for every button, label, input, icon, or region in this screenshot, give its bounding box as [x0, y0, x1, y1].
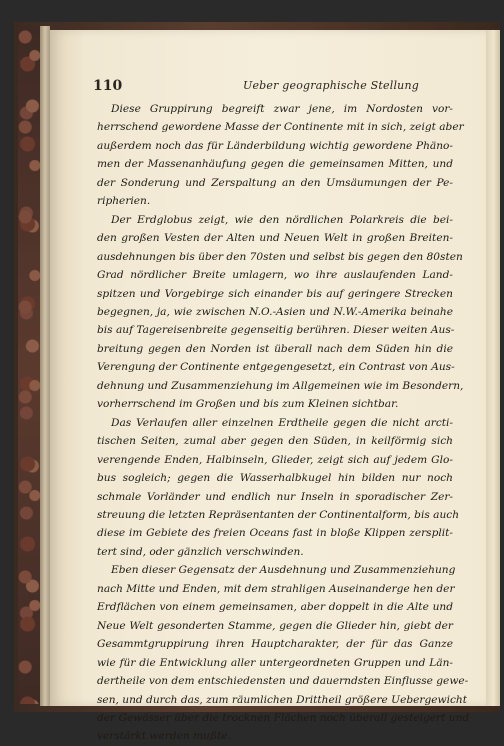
text-line: den großen Vesten der Alten und Neuen Welt in großen Breiten-	[97, 232, 453, 245]
text-line: tert sind, oder gänzlich verschwinden.	[97, 545, 304, 558]
text-line: schmale Vorländer und endlich nur Inseln in sporadischer Zer-	[97, 490, 453, 503]
paragraph	[97, 414, 460, 562]
page-stack-right	[484, 30, 500, 706]
text-line: Grad nördlicher Breite umlagern, wo ihre auslaufenden Land-	[97, 269, 453, 282]
text-line: tischen Seiten, zumal aber gegen den Süden, in keilförmig sich	[97, 435, 453, 448]
text-line: verstärkt werden mußte.	[97, 730, 231, 743]
text-line: Neue Welt gesonderten Stamme, gegen die Glieder hin, giebt der	[97, 619, 453, 632]
paragraph	[97, 100, 464, 211]
text-line: außerdem noch das für Länderbildung wichtig gewordene Phäno-	[97, 139, 453, 152]
text-line: Der Erdglobus zeigt, wie den nördlichen Polarkreis die bei-	[111, 213, 453, 226]
page-stack-left	[40, 26, 50, 706]
text-line: der Gewässer über die trocknen Flächen noch überall gesteigert und	[97, 711, 470, 724]
body-text	[97, 100, 470, 746]
text-line: ausdehnungen bis über den 70sten und selbst bis gegen den 80sten	[97, 250, 463, 263]
text-line: herrschend gewordene Masse der Continente mit in sich, zeigt aber	[97, 121, 464, 134]
text-line: sen, und durch das, zum räumlichen Drittheil größere Uebergewicht	[97, 693, 467, 706]
text-line: wie für die Entwicklung aller untergeordneten Gruppen und Län-	[97, 656, 453, 669]
text-line: spitzen und Vorgebirge sich einander bis auf geringere Strecken	[97, 287, 453, 300]
page-number: 110	[93, 78, 123, 94]
text-line: begegnen, ja, wie zwischen N.O.-Asien und N.W.-Amerika beinahe	[97, 305, 453, 318]
text-line: nach Mitte und Enden, mit dem strahligen Auseinanderge hen der	[97, 582, 455, 595]
text-line: der Sonderung und Zerspaltung an den Umsäumungen der Pe-	[97, 176, 453, 189]
marbled-board	[18, 28, 42, 704]
text-line: bus sogleich; gegen die Wasserhalbkugel hin bilden nur noch	[97, 472, 453, 485]
text-line: dertheile von dem entschiedensten und dauerndsten Einflusse gewe-	[97, 675, 469, 688]
text-line: verengende Enden, Halbinseln, Glieder, zeigt sich auf jedem Glo-	[97, 453, 453, 466]
text-line: ripherien.	[97, 195, 151, 208]
text-line: vorherrschend im Großen und bis zum Kleinen sichtbar.	[97, 398, 399, 411]
paragraph	[97, 561, 470, 746]
text-line: streuung die letzten Repräsentanten der Continentalform, bis auch	[97, 508, 460, 521]
text-line: Verengung der Continente entgegengesetzt, ein Contrast von Aus-	[97, 361, 455, 374]
text-line: Gesammtgruppirung ihren Hauptcharakter, der für das Ganze	[97, 638, 453, 651]
text-line: Diese Gruppirung begreift zwar jene, im Nordosten vor-	[111, 103, 453, 115]
running-title: Ueber geographische Stellung	[243, 79, 419, 92]
text-line: Erdflächen von einem gemeinsamen, aber doppelt in die Alte und	[97, 601, 453, 614]
text-line: breitung gegen den Norden ist überall nach dem Süden hin die	[97, 342, 453, 355]
text-line: men der Massenanhäufung gegen die gemeinsamen Mitten, und	[97, 158, 453, 171]
text-line: Eben dieser Gegensatz der Ausdehnung und Zusammenziehung	[111, 564, 456, 577]
text-line: bis auf Tagereisenbreite gegenseitig berühren. Dieser weiten Aus-	[97, 324, 455, 337]
text-line: diese im Gebiete des freien Oceans fast in bloße Klippen zersplit-	[97, 527, 453, 540]
paragraph	[97, 211, 464, 414]
text-line: dehnung und Zusammenziehung im Allgemeinen wie im Besondern,	[97, 379, 464, 392]
page-header	[93, 78, 453, 96]
text-line: Das Verlaufen aller einzelnen Erdtheile gegen die nicht arcti-	[111, 416, 453, 429]
